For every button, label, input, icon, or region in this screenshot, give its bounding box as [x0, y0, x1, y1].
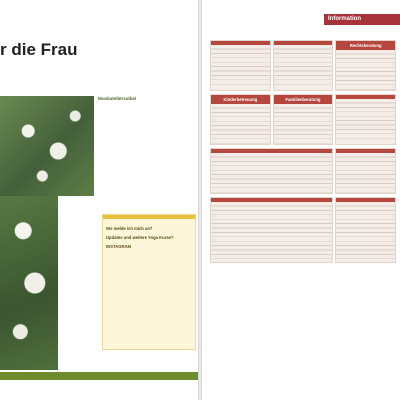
tip-banner: [0, 372, 198, 380]
panel-heading: Familienberatung: [274, 95, 333, 104]
panel-body: [336, 99, 395, 139]
info-panel: [335, 148, 396, 194]
panel-body: [274, 45, 333, 85]
info-panel: [210, 40, 271, 91]
info-panel: [335, 94, 396, 145]
info-panel: [273, 40, 334, 91]
info-grid: [210, 40, 396, 266]
panel-body: [211, 202, 332, 262]
signup-question: Wo melde ich mich an?: [106, 226, 153, 231]
panel-body: [211, 104, 270, 144]
panel-row: [210, 94, 396, 145]
info-panel-family: [273, 94, 334, 145]
panel-body: [274, 104, 333, 144]
yarrow-photo: [0, 196, 58, 370]
instagram-label: INSTAGRAM: [106, 244, 132, 249]
panel-body: [336, 202, 395, 262]
elderflower-photo: [0, 96, 94, 196]
info-panel-wide: [210, 197, 333, 263]
muskateller-text: [98, 96, 194, 101]
muskateller-heading: Muskatellersalbei: [98, 96, 137, 101]
section-tab: Information: [324, 14, 400, 25]
left-page: [0, 0, 198, 400]
info-panel: [335, 197, 396, 263]
info-panel-childcare: [210, 94, 271, 145]
page-title: r die Frau: [0, 40, 78, 59]
panel-body: [211, 45, 270, 85]
panel-row: [210, 197, 396, 263]
panel-body: [211, 153, 332, 193]
yoga-info-box: [102, 214, 196, 350]
right-page: [202, 0, 400, 400]
panel-body: [336, 50, 395, 90]
panel-body: [336, 153, 395, 193]
info-panel-wide: [210, 148, 333, 194]
info-panel-legal: [335, 40, 396, 91]
panel-row: [210, 40, 396, 91]
panel-row: [210, 148, 396, 194]
panel-heading: Rechtsberatung: [336, 41, 395, 50]
panel-heading: Kinderbetreuung: [211, 95, 270, 104]
updates-question: Updates und weitere Yoga Kurse?: [106, 235, 174, 240]
